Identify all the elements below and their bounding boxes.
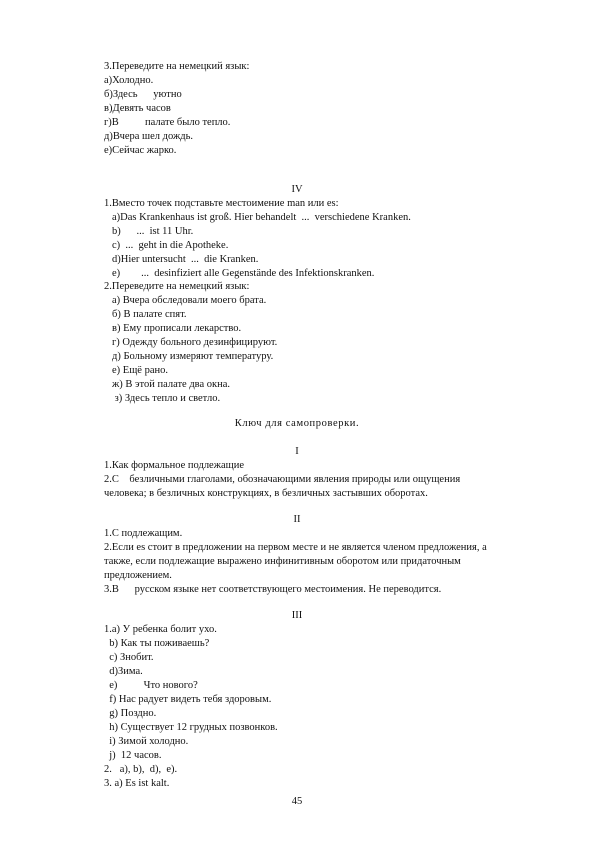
key-part3-roman: III xyxy=(291,610,303,621)
key-part3-line: f) Нас радует видеть тебя здоровым. xyxy=(104,694,272,705)
part4-task2-item: е) Ещё рано. xyxy=(112,365,168,376)
key-part3-line: d)Зима. xyxy=(104,666,143,677)
part4-task1-heading: 1.Вместо точек подставьте местоимение man или es: xyxy=(104,198,339,209)
key-part3-line: 3. a) Es ist kalt. xyxy=(104,778,170,789)
part4-task2-item: а) Вчера обследовали моего брата. xyxy=(112,295,267,306)
part4-task2-item: ж) В этой палате два окна. xyxy=(112,379,231,390)
section3-heading: 3.Переведите на немецкий язык: xyxy=(104,61,250,72)
part4-roman-heading: IV xyxy=(291,184,303,195)
section3-item: в)Девять часов xyxy=(104,103,171,114)
key-part3-line: e) Что нового? xyxy=(104,680,198,691)
key-part1-line: 1.Как формальное подлежащие xyxy=(104,460,244,471)
part4-task1-item: d)Hier untersucht ... die Kranken. xyxy=(112,254,259,265)
key-part2-roman: II xyxy=(293,514,301,525)
key-part3-line: 2. a), b), d), e). xyxy=(104,764,178,775)
key-part2-line: 3.В русском языке нет соответствующего местоимения. Не переводится. xyxy=(104,584,442,595)
part4-task2-item: б) В палате спят. xyxy=(112,309,187,320)
section3-item: г)В палате было тепло. xyxy=(104,117,231,128)
key-part3-line: b) Как ты поживаешь? xyxy=(104,638,210,649)
page-number: 45 xyxy=(291,796,303,807)
key-part3-line: 1.а) У ребенка болит ухо. xyxy=(104,624,217,635)
key-part1-roman: I xyxy=(295,446,299,457)
key-part1-line: человека; в безличных конструкциях, в безличных застывших оборотах. xyxy=(104,488,428,499)
section3-item: е)Сейчас жарко. xyxy=(104,145,177,156)
part4-task2-item: г) Одежду больного дезинфицируют. xyxy=(112,337,278,348)
section3-item: а)Холодно. xyxy=(104,75,154,86)
part4-task1-item: e) ... desinfiziert alle Gegenstände des Infektionskranken. xyxy=(112,268,375,279)
part4-task1-item: a)Das Krankenhaus ist groß. Hier behandelt ... verschiedene Kranken. xyxy=(112,212,411,223)
section3-item: б)Здесь уютно xyxy=(104,89,182,100)
key-part3-line: c) Знобит. xyxy=(104,652,154,663)
key-part2-line: 2.Если es стоит в предложении на первом месте и не является членом предложения, а xyxy=(104,542,487,553)
section3-item: д)Вчера шел дождь. xyxy=(104,131,194,142)
part4-task1-item: c) ... geht in die Apotheke. xyxy=(112,240,229,251)
key-part3-line: h) Существует 12 грудных позвонков. xyxy=(104,722,278,733)
part4-task2-item: з) Здесь тепло и светло. xyxy=(112,393,221,404)
part4-task2-item: в) Ему прописали лекарство. xyxy=(112,323,242,334)
key-title: Ключ для самопроверки. xyxy=(234,418,360,429)
key-part3-line: g) Поздно. xyxy=(104,708,157,719)
key-part2-line: 1.С подлежащим. xyxy=(104,528,183,539)
part4-task2-item: д) Больному измеряют температуру. xyxy=(112,351,274,362)
part4-task1-item: b) ... ist 11 Uhr. xyxy=(112,226,194,237)
key-part1-line: 2.С безличными глаголами, обозначающими явления природы или ощущения xyxy=(104,474,461,485)
key-part3-line: j) 12 часов. xyxy=(104,750,162,761)
key-part3-line: i) Зимой холодно. xyxy=(104,736,189,747)
part4-task2-heading: 2.Переведите на немецкий язык: xyxy=(104,281,250,292)
key-part2-line: также, если подлежащие выражено инфинитивным оборотом или придаточным xyxy=(104,556,461,567)
key-part2-line: предложением. xyxy=(104,570,172,581)
